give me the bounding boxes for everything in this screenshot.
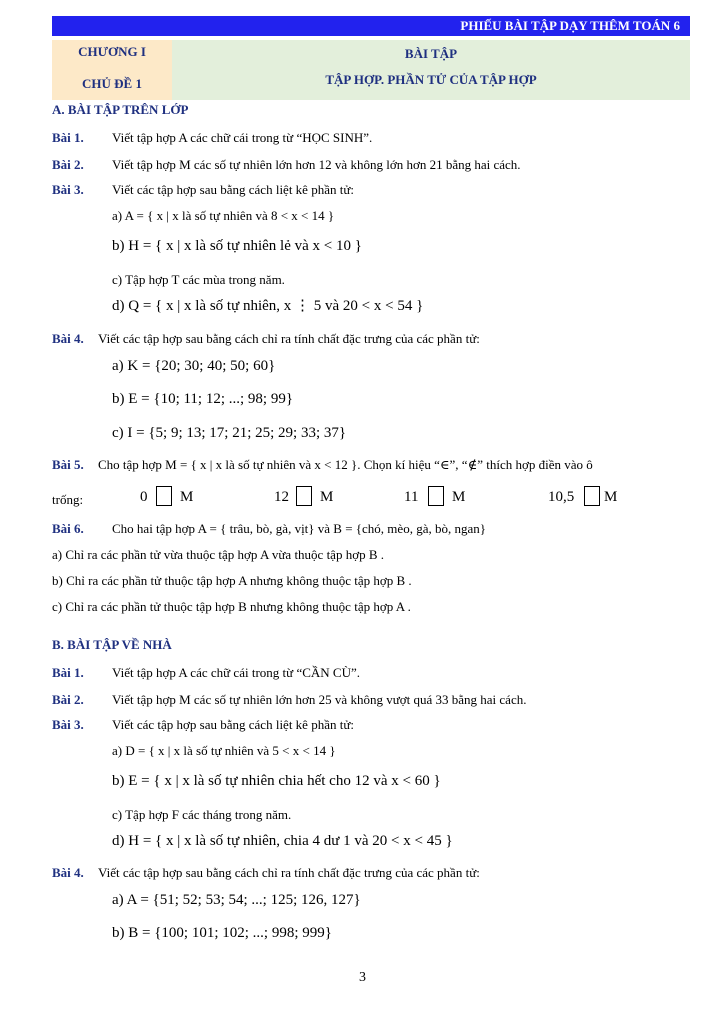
b5-answer-box-2[interactable] xyxy=(296,486,312,506)
a-b1-text: Viết tập hợp A các chữ cái trong từ “HỌC SINH”. xyxy=(112,130,373,145)
a-b3d: d) Q = { x | x là số tự nhiên, x ⋮ 5 và 20 < x < 54 } xyxy=(112,298,424,314)
a-b5-blank-label: trống: xyxy=(52,492,84,507)
section-b-title: B. BÀI TẬP VỀ NHÀ xyxy=(52,637,172,652)
b5-set-3: M xyxy=(452,489,466,505)
a-b5-text: Cho tập hợp M = { x | x là số tự nhiên và x < 12 }. Chọn kí hiệu “∈”, “∉” thích hợp điền vào ô xyxy=(98,457,593,472)
b-b2-text: Viết tập hợp M các số tự nhiên lớn hơn 25 và không vượt quá 33 bằng hai cách. xyxy=(112,692,527,707)
a-b6b: b) Chỉ ra các phần tử thuộc tập hợp A nhưng không thuộc tập hợp B . xyxy=(52,573,412,588)
a-b4a: a) K = {20; 30; 40; 50; 60} xyxy=(112,358,276,374)
b5-num-4: 10,5 xyxy=(548,489,575,505)
a-b1-label: Bài 1. xyxy=(52,130,84,145)
a-b4-text: Viết các tập hợp sau bằng cách chỉ ra tính chất đặc trưng của các phần tử: xyxy=(98,331,480,346)
header-banner: PHIẾU BÀI TẬP DẠY THÊM TOÁN 6 xyxy=(52,16,690,36)
b5-set-1: M xyxy=(180,489,194,505)
a-b4c: c) I = {5; 9; 13; 17; 21; 25; 29; 33; 37} xyxy=(112,425,347,441)
a-b3-text: Viết các tập hợp sau bằng cách liệt kê phần tử: xyxy=(112,182,354,197)
b-b1-label: Bài 1. xyxy=(52,665,84,680)
b-b3a: a) D = { x | x là số tự nhiên và 5 < x < 14 } xyxy=(112,743,336,758)
a-b2-text: Viết tập hợp M các số tự nhiên lớn hơn 12 và không lớn hơn 21 bằng hai cách. xyxy=(112,157,521,172)
subheading: TẬP HỢP. PHẦN TỬ CỦA TẬP HỢP xyxy=(325,72,537,87)
b-b4a: a) A = {51; 52; 53; 54; ...; 125; 126, 127} xyxy=(112,892,361,908)
b5-answer-box-4[interactable] xyxy=(584,486,600,506)
chapter-label: CHƯƠNG I xyxy=(78,44,146,59)
a-b2-label: Bài 2. xyxy=(52,157,84,172)
topic-label: CHỦ ĐỀ 1 xyxy=(82,76,142,91)
section-a-title: A. BÀI TẬP TRÊN LỚP xyxy=(52,102,189,117)
a-b6a: a) Chỉ ra các phần tử vừa thuộc tập hợp A vừa thuộc tập hợp B . xyxy=(52,547,385,562)
heading: BÀI TẬP xyxy=(404,46,458,61)
b-b3-text: Viết các tập hợp sau bằng cách liệt kê phần tử: xyxy=(112,717,354,732)
b-b4-text: Viết các tập hợp sau bằng cách chỉ ra tính chất đặc trưng của các phần tử: xyxy=(98,865,480,880)
page-number: 3 xyxy=(359,970,366,985)
b5-answer-box-1[interactable] xyxy=(156,486,172,506)
b5-num-2: 12 xyxy=(274,489,289,505)
b-b4-label: Bài 4. xyxy=(52,865,84,880)
b5-answer-box-3[interactable] xyxy=(428,486,444,506)
a-b6c: c) Chỉ ra các phần tử thuộc tập hợp B nhưng không thuộc tập hợp A . xyxy=(52,599,411,614)
b-b1-text: Viết tập hợp A các chữ cái trong từ “CẦN CÙ”. xyxy=(112,665,360,680)
b5-num-3: 11 xyxy=(404,489,419,505)
a-b3a: a) A = { x | x là số tự nhiên và 8 < x < 14 } xyxy=(112,208,335,223)
a-b3b: b) H = { x | x là số tự nhiên lẻ và x < 10 } xyxy=(112,238,362,254)
b-b3b: b) E = { x | x là số tự nhiên chia hết cho 12 và x < 60 } xyxy=(112,773,441,789)
a-b6-text: Cho hai tập hợp A = { trâu, bò, gà, vịt} và B = {chó, mèo, gà, bò, ngan} xyxy=(112,521,486,536)
a-b3-label: Bài 3. xyxy=(52,182,84,197)
b-b4b: b) B = {100; 101; 102; ...; 998; 999} xyxy=(112,925,332,941)
a-b3c: c) Tập hợp T các mùa trong năm. xyxy=(112,272,285,287)
b-b3d: d) H = { x | x là số tự nhiên, chia 4 dư 1 và 20 < x < 45 } xyxy=(112,833,453,849)
a-b4b: b) E = {10; 11; 12; ...; 98; 99} xyxy=(112,391,294,407)
b5-set-4: M xyxy=(604,489,618,505)
b5-set-2: M xyxy=(320,489,334,505)
b-b3-label: Bài 3. xyxy=(52,717,84,732)
b-b2-label: Bài 2. xyxy=(52,692,84,707)
a-b4-label: Bài 4. xyxy=(52,331,84,346)
b-b3c: c) Tập hợp F các tháng trong năm. xyxy=(112,807,292,822)
a-b5-label: Bài 5. xyxy=(52,457,84,472)
a-b6-label: Bài 6. xyxy=(52,521,84,536)
b5-num-1: 0 xyxy=(140,489,148,505)
